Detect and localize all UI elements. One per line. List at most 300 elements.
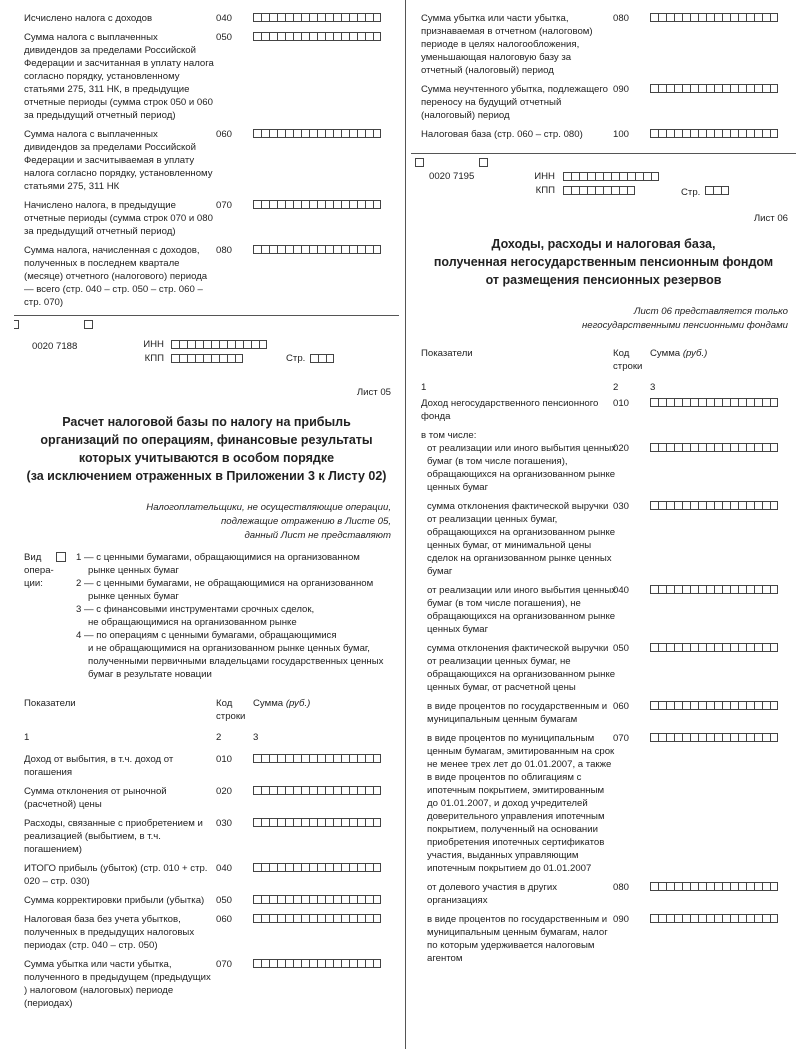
amount-cell[interactable] — [650, 882, 658, 891]
amount-cell[interactable] — [365, 914, 373, 923]
amount-cell[interactable] — [253, 959, 261, 968]
amount-cell[interactable] — [714, 443, 722, 452]
amount-cell[interactable] — [357, 13, 365, 22]
digit-cell[interactable] — [211, 354, 219, 363]
amount-cell[interactable] — [698, 882, 706, 891]
amount-cell[interactable] — [674, 643, 682, 652]
amount-cell[interactable] — [261, 895, 269, 904]
amount-cell[interactable] — [674, 914, 682, 923]
digit-cell[interactable] — [721, 186, 729, 195]
amount-cell[interactable] — [261, 13, 269, 22]
amount-cell[interactable] — [365, 13, 373, 22]
amount-cell[interactable] — [658, 701, 666, 710]
digit-cell[interactable] — [179, 340, 187, 349]
amount-cell[interactable] — [770, 84, 778, 93]
amount-cell[interactable] — [333, 895, 341, 904]
amount-cell[interactable] — [277, 895, 285, 904]
amount-cell[interactable] — [349, 818, 357, 827]
amount-cell[interactable] — [285, 754, 293, 763]
amount-cells[interactable] — [253, 754, 381, 763]
digit-cell[interactable] — [603, 172, 611, 181]
amount-cell[interactable] — [325, 32, 333, 41]
amount-cell[interactable] — [650, 914, 658, 923]
digit-cell[interactable] — [219, 354, 227, 363]
digit-cell[interactable] — [563, 186, 571, 195]
amount-cell[interactable] — [301, 959, 309, 968]
amount-cell[interactable] — [269, 895, 277, 904]
amount-cell[interactable] — [706, 882, 714, 891]
amount-cells[interactable] — [253, 129, 381, 138]
amount-cell[interactable] — [301, 754, 309, 763]
amount-cells[interactable] — [253, 895, 381, 904]
amount-cell[interactable] — [301, 786, 309, 795]
amount-cell[interactable] — [714, 733, 722, 742]
amount-cell[interactable] — [325, 863, 333, 872]
amount-cell[interactable] — [730, 643, 738, 652]
amount-cell[interactable] — [690, 733, 698, 742]
amount-cell[interactable] — [706, 585, 714, 594]
amount-cell[interactable] — [333, 754, 341, 763]
amount-cell[interactable] — [754, 501, 762, 510]
amount-cell[interactable] — [349, 959, 357, 968]
amount-cell[interactable] — [285, 959, 293, 968]
amount-cell[interactable] — [666, 914, 674, 923]
amount-cell[interactable] — [261, 959, 269, 968]
amount-cell[interactable] — [357, 129, 365, 138]
amount-cell[interactable] — [357, 754, 365, 763]
amount-cell[interactable] — [357, 786, 365, 795]
kpp-cells[interactable] — [171, 354, 243, 363]
amount-cell[interactable] — [317, 959, 325, 968]
amount-cell[interactable] — [341, 895, 349, 904]
amount-cell[interactable] — [285, 200, 293, 209]
digit-cell[interactable] — [235, 354, 243, 363]
amount-cell[interactable] — [714, 13, 722, 22]
amount-cell[interactable] — [261, 245, 269, 254]
digit-cell[interactable] — [227, 340, 235, 349]
amount-cell[interactable] — [674, 443, 682, 452]
operation-type-box[interactable] — [56, 552, 66, 562]
amount-cell[interactable] — [666, 701, 674, 710]
amount-cell[interactable] — [365, 895, 373, 904]
amount-cell[interactable] — [301, 32, 309, 41]
amount-cell[interactable] — [317, 13, 325, 22]
amount-cell[interactable] — [341, 754, 349, 763]
amount-cell[interactable] — [714, 501, 722, 510]
amount-cell[interactable] — [341, 245, 349, 254]
amount-cell[interactable] — [722, 701, 730, 710]
amount-cell[interactable] — [650, 501, 658, 510]
amount-cell[interactable] — [746, 13, 754, 22]
amount-cell[interactable] — [365, 245, 373, 254]
amount-cell[interactable] — [333, 13, 341, 22]
amount-cell[interactable] — [698, 585, 706, 594]
amount-cell[interactable] — [333, 914, 341, 923]
amount-cell[interactable] — [269, 245, 277, 254]
amount-cell[interactable] — [277, 129, 285, 138]
amount-cell[interactable] — [746, 733, 754, 742]
amount-cell[interactable] — [658, 443, 666, 452]
amount-cell[interactable] — [722, 733, 730, 742]
amount-cell[interactable] — [301, 914, 309, 923]
amount-cells[interactable] — [253, 786, 381, 795]
amount-cell[interactable] — [373, 32, 381, 41]
amount-cell[interactable] — [658, 882, 666, 891]
amount-cell[interactable] — [373, 863, 381, 872]
amount-cell[interactable] — [261, 863, 269, 872]
amount-cell[interactable] — [373, 200, 381, 209]
amount-cells[interactable] — [650, 129, 778, 138]
amount-cell[interactable] — [762, 443, 770, 452]
amount-cell[interactable] — [674, 398, 682, 407]
digit-cell[interactable] — [705, 186, 713, 195]
amount-cell[interactable] — [746, 129, 754, 138]
amount-cell[interactable] — [690, 129, 698, 138]
amount-cell[interactable] — [341, 200, 349, 209]
amount-cell[interactable] — [674, 13, 682, 22]
amount-cell[interactable] — [261, 32, 269, 41]
digit-cell[interactable] — [251, 340, 259, 349]
amount-cell[interactable] — [730, 443, 738, 452]
amount-cell[interactable] — [365, 959, 373, 968]
amount-cell[interactable] — [682, 84, 690, 93]
amount-cell[interactable] — [770, 501, 778, 510]
amount-cell[interactable] — [253, 818, 261, 827]
amount-cell[interactable] — [317, 818, 325, 827]
amount-cell[interactable] — [730, 129, 738, 138]
amount-cell[interactable] — [365, 32, 373, 41]
amount-cell[interactable] — [754, 398, 762, 407]
amount-cell[interactable] — [309, 200, 317, 209]
amount-cell[interactable] — [738, 733, 746, 742]
amount-cell[interactable] — [706, 84, 714, 93]
amount-cell[interactable] — [277, 245, 285, 254]
amount-cell[interactable] — [293, 895, 301, 904]
amount-cell[interactable] — [277, 786, 285, 795]
amount-cell[interactable] — [722, 914, 730, 923]
amount-cell[interactable] — [325, 754, 333, 763]
amount-cell[interactable] — [722, 643, 730, 652]
amount-cell[interactable] — [373, 786, 381, 795]
digit-cell[interactable] — [326, 354, 334, 363]
digit-cell[interactable] — [643, 172, 651, 181]
amount-cell[interactable] — [293, 818, 301, 827]
amount-cell[interactable] — [277, 200, 285, 209]
amount-cell[interactable] — [682, 914, 690, 923]
amount-cell[interactable] — [682, 882, 690, 891]
amount-cell[interactable] — [650, 733, 658, 742]
amount-cell[interactable] — [333, 200, 341, 209]
digit-cell[interactable] — [203, 340, 211, 349]
amount-cell[interactable] — [746, 398, 754, 407]
amount-cell[interactable] — [650, 643, 658, 652]
amount-cell[interactable] — [341, 914, 349, 923]
digit-cell[interactable] — [603, 186, 611, 195]
amount-cell[interactable] — [293, 129, 301, 138]
amount-cells[interactable] — [650, 501, 778, 510]
amount-cell[interactable] — [754, 13, 762, 22]
amount-cell[interactable] — [285, 895, 293, 904]
amount-cell[interactable] — [301, 200, 309, 209]
amount-cells[interactable] — [253, 200, 381, 209]
amount-cell[interactable] — [674, 84, 682, 93]
amount-cell[interactable] — [770, 398, 778, 407]
digit-cell[interactable] — [579, 186, 587, 195]
amount-cell[interactable] — [349, 13, 357, 22]
digit-cell[interactable] — [619, 172, 627, 181]
amount-cell[interactable] — [325, 200, 333, 209]
amount-cell[interactable] — [373, 914, 381, 923]
amount-cell[interactable] — [285, 914, 293, 923]
amount-cell[interactable] — [762, 398, 770, 407]
amount-cell[interactable] — [325, 959, 333, 968]
amount-cell[interactable] — [738, 84, 746, 93]
amount-cell[interactable] — [293, 914, 301, 923]
amount-cell[interactable] — [285, 129, 293, 138]
amount-cell[interactable] — [690, 501, 698, 510]
amount-cell[interactable] — [325, 129, 333, 138]
amount-cell[interactable] — [770, 443, 778, 452]
digit-cell[interactable] — [587, 186, 595, 195]
amount-cell[interactable] — [698, 443, 706, 452]
amount-cell[interactable] — [738, 13, 746, 22]
amount-cell[interactable] — [746, 914, 754, 923]
amount-cell[interactable] — [706, 443, 714, 452]
digit-cell[interactable] — [195, 340, 203, 349]
amount-cell[interactable] — [301, 818, 309, 827]
amount-cell[interactable] — [317, 754, 325, 763]
amount-cell[interactable] — [666, 84, 674, 93]
amount-cell[interactable] — [722, 501, 730, 510]
amount-cell[interactable] — [341, 129, 349, 138]
amount-cell[interactable] — [658, 914, 666, 923]
digit-cell[interactable] — [595, 186, 603, 195]
amount-cell[interactable] — [738, 701, 746, 710]
amount-cell[interactable] — [261, 818, 269, 827]
digit-cell[interactable] — [187, 340, 195, 349]
amount-cell[interactable] — [333, 959, 341, 968]
amount-cell[interactable] — [698, 914, 706, 923]
amount-cell[interactable] — [253, 895, 261, 904]
amount-cell[interactable] — [754, 643, 762, 652]
amount-cell[interactable] — [349, 914, 357, 923]
amount-cell[interactable] — [317, 200, 325, 209]
amount-cell[interactable] — [698, 84, 706, 93]
amount-cell[interactable] — [650, 84, 658, 93]
amount-cell[interactable] — [349, 32, 357, 41]
amount-cell[interactable] — [738, 643, 746, 652]
amount-cell[interactable] — [682, 398, 690, 407]
inn-cells[interactable] — [563, 172, 659, 181]
amount-cell[interactable] — [714, 129, 722, 138]
amount-cell[interactable] — [261, 200, 269, 209]
amount-cell[interactable] — [666, 882, 674, 891]
amount-cell[interactable] — [690, 701, 698, 710]
amount-cell[interactable] — [650, 443, 658, 452]
amount-cell[interactable] — [349, 754, 357, 763]
amount-cell[interactable] — [357, 818, 365, 827]
amount-cell[interactable] — [738, 398, 746, 407]
amount-cell[interactable] — [317, 245, 325, 254]
amount-cell[interactable] — [333, 863, 341, 872]
amount-cell[interactable] — [373, 818, 381, 827]
amount-cell[interactable] — [357, 200, 365, 209]
amount-cell[interactable] — [746, 585, 754, 594]
digit-cell[interactable] — [713, 186, 721, 195]
amount-cell[interactable] — [293, 245, 301, 254]
amount-cell[interactable] — [714, 84, 722, 93]
amount-cell[interactable] — [738, 501, 746, 510]
amount-cell[interactable] — [349, 245, 357, 254]
amount-cell[interactable] — [261, 786, 269, 795]
amount-cell[interactable] — [309, 245, 317, 254]
amount-cell[interactable] — [746, 501, 754, 510]
amount-cell[interactable] — [706, 129, 714, 138]
digit-cell[interactable] — [310, 354, 318, 363]
amount-cell[interactable] — [658, 84, 666, 93]
amount-cell[interactable] — [706, 13, 714, 22]
amount-cell[interactable] — [690, 84, 698, 93]
digit-cell[interactable] — [611, 172, 619, 181]
amount-cell[interactable] — [269, 914, 277, 923]
digit-cell[interactable] — [259, 340, 267, 349]
amount-cell[interactable] — [770, 129, 778, 138]
amount-cell[interactable] — [682, 643, 690, 652]
amount-cell[interactable] — [730, 914, 738, 923]
amount-cell[interactable] — [357, 863, 365, 872]
amount-cell[interactable] — [373, 754, 381, 763]
amount-cell[interactable] — [253, 754, 261, 763]
amount-cell[interactable] — [269, 863, 277, 872]
amount-cells[interactable] — [650, 914, 778, 923]
amount-cell[interactable] — [333, 245, 341, 254]
amount-cell[interactable] — [690, 443, 698, 452]
amount-cell[interactable] — [293, 32, 301, 41]
amount-cell[interactable] — [309, 13, 317, 22]
amount-cell[interactable] — [357, 959, 365, 968]
digit-cell[interactable] — [587, 172, 595, 181]
amount-cell[interactable] — [762, 13, 770, 22]
amount-cell[interactable] — [373, 959, 381, 968]
digit-cell[interactable] — [187, 354, 195, 363]
amount-cell[interactable] — [293, 754, 301, 763]
amount-cell[interactable] — [746, 882, 754, 891]
amount-cell[interactable] — [682, 13, 690, 22]
amount-cell[interactable] — [674, 882, 682, 891]
amount-cell[interactable] — [658, 585, 666, 594]
amount-cell[interactable] — [285, 245, 293, 254]
amount-cell[interactable] — [730, 398, 738, 407]
amount-cell[interactable] — [706, 701, 714, 710]
amount-cell[interactable] — [309, 786, 317, 795]
amount-cell[interactable] — [762, 501, 770, 510]
amount-cell[interactable] — [754, 882, 762, 891]
amount-cell[interactable] — [309, 754, 317, 763]
amount-cells[interactable] — [650, 84, 778, 93]
amount-cell[interactable] — [682, 501, 690, 510]
amount-cell[interactable] — [674, 585, 682, 594]
amount-cell[interactable] — [770, 643, 778, 652]
amount-cell[interactable] — [285, 818, 293, 827]
digit-cell[interactable] — [203, 354, 211, 363]
amount-cell[interactable] — [325, 895, 333, 904]
amount-cells[interactable] — [253, 32, 381, 41]
amount-cell[interactable] — [650, 398, 658, 407]
amount-cell[interactable] — [658, 13, 666, 22]
amount-cell[interactable] — [706, 501, 714, 510]
amount-cells[interactable] — [253, 13, 381, 22]
amount-cell[interactable] — [666, 585, 674, 594]
amount-cell[interactable] — [698, 501, 706, 510]
amount-cell[interactable] — [674, 701, 682, 710]
amount-cell[interactable] — [277, 959, 285, 968]
amount-cell[interactable] — [301, 13, 309, 22]
amount-cell[interactable] — [325, 245, 333, 254]
amount-cell[interactable] — [269, 818, 277, 827]
amount-cell[interactable] — [706, 643, 714, 652]
amount-cell[interactable] — [357, 914, 365, 923]
amount-cell[interactable] — [682, 129, 690, 138]
amount-cell[interactable] — [365, 863, 373, 872]
amount-cell[interactable] — [738, 443, 746, 452]
amount-cell[interactable] — [301, 129, 309, 138]
digit-cell[interactable] — [243, 340, 251, 349]
amount-cell[interactable] — [698, 701, 706, 710]
amount-cell[interactable] — [325, 13, 333, 22]
digit-cell[interactable] — [195, 354, 203, 363]
amount-cell[interactable] — [754, 443, 762, 452]
amount-cell[interactable] — [293, 959, 301, 968]
digit-cell[interactable] — [571, 172, 579, 181]
digit-cell[interactable] — [211, 340, 219, 349]
amount-cell[interactable] — [301, 895, 309, 904]
digit-cell[interactable] — [563, 172, 571, 181]
amount-cell[interactable] — [309, 959, 317, 968]
digit-cell[interactable] — [318, 354, 326, 363]
amount-cell[interactable] — [754, 84, 762, 93]
amount-cell[interactable] — [762, 129, 770, 138]
amount-cell[interactable] — [253, 914, 261, 923]
amount-cell[interactable] — [325, 818, 333, 827]
amount-cell[interactable] — [698, 398, 706, 407]
amount-cell[interactable] — [650, 129, 658, 138]
amount-cell[interactable] — [770, 914, 778, 923]
amount-cell[interactable] — [317, 914, 325, 923]
amount-cell[interactable] — [293, 786, 301, 795]
amount-cell[interactable] — [746, 643, 754, 652]
kpp-cells[interactable] — [563, 186, 635, 195]
amount-cell[interactable] — [714, 398, 722, 407]
amount-cell[interactable] — [738, 129, 746, 138]
amount-cell[interactable] — [730, 84, 738, 93]
amount-cell[interactable] — [762, 882, 770, 891]
amount-cell[interactable] — [658, 643, 666, 652]
amount-cell[interactable] — [714, 585, 722, 594]
amount-cell[interactable] — [373, 129, 381, 138]
amount-cell[interactable] — [253, 13, 261, 22]
amount-cell[interactable] — [682, 733, 690, 742]
amount-cells[interactable] — [253, 914, 381, 923]
amount-cell[interactable] — [714, 701, 722, 710]
amount-cell[interactable] — [349, 786, 357, 795]
amount-cell[interactable] — [674, 733, 682, 742]
amount-cells[interactable] — [650, 585, 778, 594]
amount-cell[interactable] — [714, 914, 722, 923]
amount-cell[interactable] — [730, 501, 738, 510]
amount-cell[interactable] — [666, 129, 674, 138]
amount-cell[interactable] — [333, 818, 341, 827]
amount-cell[interactable] — [269, 129, 277, 138]
